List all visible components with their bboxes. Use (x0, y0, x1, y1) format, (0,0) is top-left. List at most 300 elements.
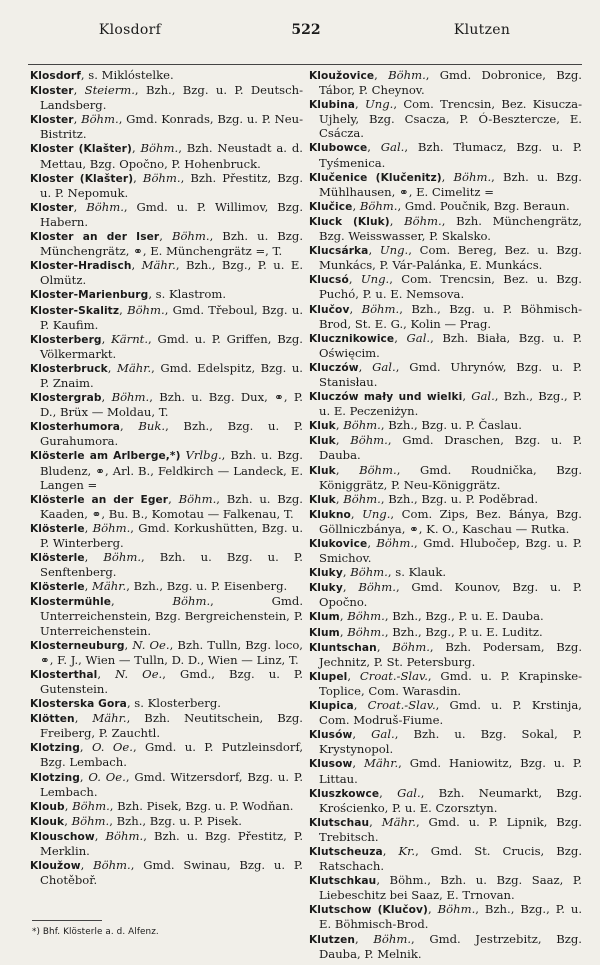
entry-headword: Klostergrab (30, 392, 102, 405)
gazetteer-entry (309, 536, 582, 565)
entry-headword: Kloster-Marienburg (30, 289, 149, 302)
gazetteer-entry (309, 492, 582, 507)
entry-separator: , (350, 506, 363, 521)
entry-headword: Kloster (Klašter) (30, 143, 132, 156)
running-header (30, 16, 582, 44)
entry-details: , Bzh. Münchengrätz, Bzg. Weisswasser, P. Skalsko. (319, 213, 582, 244)
entry-province: Böhm. (140, 141, 179, 156)
gazetteer-entry (30, 858, 303, 887)
gazetteer-entry (30, 740, 303, 769)
gazetteer-entry (30, 799, 303, 814)
entry-separator: , (335, 491, 344, 506)
gazetteer-entry (309, 844, 582, 873)
entry-separator: , (352, 756, 364, 771)
entry-details: , Gmd. u. P. Griffen, Bzg. Völkermarkt. (40, 331, 303, 361)
entry-details: , Bzh. u. Bzg. Mühlhausen, ⚭, E. Cimelitz = (319, 169, 582, 199)
entry-separator: , (339, 624, 348, 639)
entry-separator: , (131, 258, 142, 273)
gazetteer-entry (30, 521, 303, 550)
entry-headword: Kluntschan (309, 641, 377, 654)
gazetteer-entry (309, 214, 582, 243)
entry-details: , Gmd. Jestrzebitz, Bzg. Dauba, P. Melnik. (319, 931, 582, 961)
entry-province: Steierm. (84, 83, 135, 98)
gazetteer-entry (30, 303, 303, 332)
gazetteer-entry (30, 287, 303, 302)
header-rule (28, 64, 582, 65)
entry-province: Ung. (362, 506, 391, 521)
gazetteer-entry (30, 550, 303, 579)
entry-headword: Klutschow (Klučov) (309, 904, 428, 917)
right-column (309, 68, 582, 961)
left-column (30, 68, 303, 961)
entry-headword: Klusów (309, 729, 353, 742)
entry-province: Gal. (471, 389, 495, 404)
entry-headword: Kluszkowce (309, 787, 380, 800)
entry-details: , Gmd. Dobronice, Bzg. Tábor, P. Cheynov. (319, 68, 582, 98)
gazetteer-entry (30, 390, 303, 419)
entry-details: , s. Miklóstelke. (80, 68, 174, 82)
entry-headword: Klutzen (309, 933, 356, 946)
entry-province: Böhm. (111, 390, 150, 405)
entry-headword: Klösterle an der Eger (30, 493, 169, 506)
entry-province: Gal. (372, 359, 396, 374)
entry-headword: Kluk (309, 493, 336, 506)
entry-separator: , (367, 140, 381, 155)
entry-separator: , (64, 798, 73, 813)
entry-province: Böhm. (171, 229, 210, 244)
entry-headword: Kloster-Skalitz (30, 304, 120, 317)
gazetteer-entry (30, 696, 303, 711)
entry-headword: Klötten (30, 713, 75, 726)
entry-province: Böhm. (343, 491, 381, 506)
entry-headword: Kluck (Kluk) (309, 215, 390, 228)
entry-details: , Bzh. Neumarkt, Bzg. Krościenko, P. u. E. Czorsztyn. (319, 785, 583, 815)
entry-province: Mähr. (92, 711, 127, 726)
entry-separator: , (119, 302, 128, 317)
entry-details: , Bzh. Neustadt a. d. Mettau, Bzg. Opočno, P. Hohenbruck. (40, 141, 303, 171)
entry-headword: Klouk (30, 815, 65, 828)
gazetteer-entry (309, 565, 582, 580)
entry-province: Gal. (380, 140, 405, 155)
entry-separator: , (347, 668, 360, 683)
entry-headword: Klukovice (309, 538, 368, 550)
gazetteer-entry (309, 389, 582, 418)
gazetteer-entry (30, 711, 303, 740)
entry-separator: , (353, 698, 368, 713)
entry-headword: Klosterthal (30, 668, 98, 681)
entry-headword: Klösterle (30, 522, 85, 535)
entry-separator: , (74, 711, 93, 726)
entry-headword: Kloster (30, 201, 74, 214)
entry-details: , Bzh., Bzg. u. P. Časlau. (380, 418, 522, 433)
gazetteer-entry (30, 419, 303, 448)
entry-details: , Com. Zips, Bez. Bánya, Bzg. Göllniczbánya, ⚭, K. O., Kaschau — Rutka. (319, 506, 582, 536)
entry-details: , Bzh. Tłumacz, Bzg. u. P. Tyśmenica. (319, 140, 582, 170)
entry-province: Böhm. (127, 302, 165, 317)
entry-province: Böhm. (358, 580, 396, 595)
entry-headword: Kloster (Klašter) (30, 172, 134, 185)
entry-separator: , (355, 97, 365, 112)
entry-separator: , (133, 170, 143, 185)
gazetteer-entry (309, 815, 582, 844)
entry-province: Ung. (379, 243, 409, 258)
entry-separator: , (427, 902, 438, 917)
entry-province: Böhm. (343, 418, 381, 433)
gazetteer-entry (309, 199, 582, 214)
entry-details: , s. Klastrom. (148, 287, 227, 302)
gazetteer-entry (30, 448, 303, 491)
entry-details: , Gmd. Roudnička, Bzg. Königgrätz, P. Neu-Königgrätz. (319, 462, 583, 492)
entry-headword: Klučice (309, 200, 353, 213)
entry-separator: , (80, 858, 94, 873)
gazetteer-entry (30, 200, 303, 229)
entry-separator: , (111, 594, 173, 609)
entry-separator: , (335, 418, 344, 433)
entry-province: Ung. (360, 272, 390, 287)
gazetteer-entry (30, 492, 303, 521)
entry-province: Böhm. (392, 639, 430, 654)
entry-headword: Kluky (309, 567, 343, 580)
entry-separator: , (159, 229, 172, 244)
entry-headword: Klösterle (30, 581, 85, 594)
entry-separator: , (124, 637, 133, 652)
entry-province: N. Oe. (115, 666, 163, 681)
entry-province: Böhm. (71, 813, 110, 828)
entry-details: , Gmd. Poučnik, Bzg. Beraun. (397, 198, 570, 213)
entry-separator: , (84, 520, 93, 535)
entry-details: , Gmd. Kounov, Bzg. u. P. Opočno. (319, 580, 582, 610)
gazetteer-entry (309, 902, 582, 931)
entry-separator: , (374, 68, 389, 82)
entry-details: , Bzh. u. Bzg. Přestitz, P. Merklin. (40, 828, 304, 858)
entry-separator: , (389, 213, 405, 228)
entry-details: , Bzh., Bzg. u. P. Eisenberg. (126, 579, 288, 594)
entry-separator: , (97, 666, 116, 681)
entry-province: Böhm. (453, 169, 492, 184)
entry-province: Böhm. (92, 520, 131, 535)
gazetteer-entry (309, 786, 582, 815)
entry-province: Böhm. (172, 594, 211, 609)
gazetteer-entry (30, 638, 303, 667)
entry-separator: , (73, 199, 87, 214)
entry-details: , Bzh. Tulln, Bzg. loco, ⚭, F. J., Wien — Tulln, D. D., Wien — Linz, T. (40, 637, 303, 667)
entry-separator: , (355, 931, 374, 946)
entry-separator: , (335, 462, 360, 477)
entry-separator: , (342, 580, 359, 595)
entry-headword: Kluk (309, 420, 336, 433)
entry-separator: , (79, 769, 89, 784)
entry-headword: Klouschow (30, 830, 95, 843)
entry-province: Böhm. (105, 828, 144, 843)
entry-details: , Bzh. Podersam, Bzg. Jechnitz, P. St. Petersburg. (319, 639, 583, 669)
footnote-rule (32, 920, 102, 921)
gazetteer-entry (30, 229, 303, 258)
entry-separator: , (131, 141, 141, 156)
entry-province: Kr. (398, 843, 416, 858)
entry-headword: Klupel (309, 670, 348, 683)
gazetteer-entry (309, 625, 582, 640)
entry-province: Böhm. (404, 213, 442, 228)
footnote: *) Bhf. Klösterle a. d. Alfenz. (32, 927, 159, 937)
gazetteer-entry (309, 170, 582, 199)
entry-separator: , (358, 359, 373, 374)
entry-headword: Klupica (309, 700, 354, 713)
gazetteer-entry (309, 580, 582, 609)
entry-province: Mähr. (116, 360, 152, 375)
entry-separator: , (368, 243, 380, 258)
entry-details: , Gmd., Bzg. u. P. Gutenstein. (40, 666, 304, 696)
entry-details: , Bzh., Bzg. u. P. Böhmisch-Brod, St. E. G., Kolin — Prag. (319, 301, 582, 331)
entry-details: , Bzh. u. Bzg. Sokal, P. Krystynopol. (319, 727, 582, 757)
entry-province: Gal. (397, 785, 421, 800)
entry-details: , Bzh. Neutitschein, Bzg. Freiberg, P. Zauchtl. (40, 711, 303, 741)
entry-headword: Kluky (309, 582, 343, 595)
entry-province: O. Oe. (91, 740, 133, 755)
entry-separator: , (73, 83, 85, 98)
gazetteer-entry (309, 698, 582, 727)
gazetteer-entry (30, 770, 303, 799)
entry-headword: Kloster (30, 114, 74, 127)
entry-separator: , (348, 272, 361, 287)
entry-headword: Klosterberg (30, 333, 102, 346)
entry-details: , Com. Trencsin, Bez. u. Bzg. Puchó, P. u. E. Nemsova. (319, 272, 582, 302)
entry-province: Böhm. (359, 462, 397, 477)
entry-headword: Klukno (309, 508, 351, 521)
entry-headword: Kloster an der Iser (30, 231, 160, 244)
entry-details: , Bzh. Biała, Bzg. u. P. Oświęcim. (319, 330, 582, 360)
gazetteer-entry (309, 97, 582, 140)
entry-separator: , (382, 843, 399, 858)
entry-headword: Klucsó (309, 274, 349, 287)
entry-details: , Gmd. Třeboul, Bzg. u. P. Kaufim. (40, 302, 304, 332)
entry-headword: Kloster-Hradisch (30, 260, 132, 273)
entry-details: , Gmd. Uhrynów, Bzg. u. P. Stanisłau. (319, 359, 582, 389)
entry-details: , Gmd. Swinau, Bzg. u. P. Chotěboř. (40, 858, 303, 888)
entry-headword: Klostermühle (30, 596, 112, 609)
entry-province: Böhm. (178, 491, 217, 506)
entry-province: Böhm. (72, 798, 110, 813)
gazetteer-entry (30, 332, 303, 361)
entry-headword: Kluk (309, 435, 336, 448)
entry-details: , Gmd. u. P. Krapinske-Toplice, Com. Warasdin. (319, 668, 582, 698)
entry-separator: , (349, 301, 362, 316)
entry-separator: , (101, 390, 112, 405)
gazetteer-entry (309, 669, 582, 698)
entry-details: , Bzh., Bzg., P. u. E. Böhmisch-Brod. (319, 902, 583, 932)
entry-headword: Klum (309, 611, 340, 624)
entry-details: , Com. Bereg, Bez. u. Bzg. Munkács, P. Vár-Palánka, E. Munkács. (319, 243, 582, 273)
gazetteer-entry (309, 873, 582, 902)
entry-separator: , (79, 740, 92, 755)
gazetteer-entry (30, 829, 303, 858)
entry-separator: , (394, 330, 407, 345)
entry-headword: Klosterhumora (30, 421, 120, 434)
entry-separator: , (367, 536, 377, 550)
gazetteer-entry (309, 640, 582, 669)
entry-headword: Klum (309, 626, 340, 639)
entry-details: , Bzh., Bzg. u. P. Pisek. (109, 813, 242, 828)
gazetteer-entry (309, 507, 582, 536)
entry-province: Böhm. (376, 536, 415, 550)
entry-details: , Bzh. u. Bzg. Münchengrätz, ⚭, E. Münchengrätz =, T. (40, 229, 304, 259)
gazetteer-entry (309, 140, 582, 169)
gazetteer-entry (30, 171, 303, 200)
gazetteer-entry (309, 68, 582, 97)
entry-details: , Gmd. Korkushütten, Bzg. u. P. Winterberg. (40, 520, 303, 550)
entry-columns (30, 68, 582, 961)
entry-headword: Kluk (309, 464, 336, 477)
entry-province: Croat.-Slav. (359, 668, 428, 683)
entry-headword: Klubina (309, 99, 355, 112)
entry-separator: , (119, 419, 139, 434)
entry-headword: Klutschkau (309, 875, 377, 888)
entry-details: , Gmd. Haniowitz, Bzg. u. P. Littau. (319, 756, 582, 786)
entry-headword: Klubowce (309, 142, 368, 155)
entry-headword: Klucsárka (309, 245, 369, 258)
gazetteer-entry (309, 418, 582, 433)
entry-details: , Bzh. u. Bzg. Dux, ⚭, P. D., Brüx — Moldau, T. (40, 390, 303, 420)
entry-separator: , (352, 198, 360, 213)
entry-province: Böhm. (361, 301, 400, 316)
entry-separator: , (369, 814, 382, 829)
gazetteer-entry (309, 609, 582, 624)
entry-province: Böhm. (350, 433, 388, 448)
gazetteer-entry (309, 360, 582, 389)
entry-details: , Bzh. u. Bzg. Kaaden, ⚭, Bu. B., Komotau — Falkenau, T. (40, 491, 303, 521)
entry-details: , Bzh., Bzg. u. P. Deutsch-Landsberg. (40, 83, 303, 113)
entry-province: Gal. (406, 330, 431, 345)
entry-separator: , (101, 331, 112, 346)
entry-headword: Kloužovice (309, 70, 375, 82)
header-left-keyword: Klosdorf (98, 22, 162, 38)
entry-details: , Bzh. Pisek, Bzg. u. P. Wodňan. (109, 798, 294, 813)
entry-province: Gal. (371, 727, 395, 742)
entry-province: Böhm. (93, 858, 131, 873)
entry-headword: Klucznikowice (309, 332, 395, 345)
entry-details: , Gmd. Unterreichenstein, Bzg. Bergreichenstein, P. Unterreichenstein. (40, 594, 303, 638)
entry-details: , Bzh., Bzg., P. u. E. Peczeniżyn. (319, 389, 583, 419)
entry-headword: Klosterneuburg (30, 639, 125, 652)
gazetteer-entry (30, 667, 303, 696)
entry-province: Böhm. (142, 170, 181, 185)
entry-province: O. Oe. (88, 769, 126, 784)
entry-separator: , (441, 169, 454, 184)
entry-separator: , (376, 639, 393, 654)
gazetteer-entry (309, 756, 582, 785)
entry-details: , Gmd. u. P. Krstinja, Com. Modruš-Fiume. (319, 698, 582, 728)
entry-province: Böhm. (388, 68, 426, 82)
entry-headword: Kloster (30, 85, 74, 98)
entry-province: Buk. (138, 419, 166, 434)
entry-separator: , (352, 727, 372, 742)
gazetteer-entry (309, 932, 582, 961)
entry-headword: Klučenice (Klučenitz) (309, 171, 442, 184)
entry-details: , Bzh., Bzg. u. P. Gurahumora. (40, 419, 303, 449)
entry-headword: Klosterbruck (30, 362, 108, 375)
gazetteer-entry (30, 83, 303, 112)
entry-headword: Kloub (30, 800, 65, 813)
entry-separator: , (84, 550, 104, 565)
entry-province: Ung. (364, 97, 394, 112)
entry-province: Böhm. (350, 565, 388, 580)
entry-headword: Klutscheuza (309, 845, 383, 858)
gazetteer-entry (309, 272, 582, 301)
entry-details: , Bzh., Bzg., P. u. E. Luditz. (384, 624, 543, 639)
entry-separator: , (64, 813, 72, 828)
entry-province: Böhm. (373, 931, 412, 946)
entry-headword: Klutschau (309, 816, 370, 829)
entry-headword: Klotzing (30, 771, 80, 784)
entry-details: , Bzh. Přestitz, Bzg. u. P. Nepomuk. (40, 170, 303, 200)
entry-details: , Gmd. u. P. Willimov, Bzg. Habern. (40, 199, 304, 229)
entry-headword: Kluczów (309, 361, 359, 374)
gazetteer-entry (30, 68, 303, 83)
entry-details: , Gmd. Edelspitz, Bzg. u. P. Znaim. (40, 360, 303, 390)
gazetteer-entry (30, 361, 303, 390)
entry-separator: , (107, 360, 117, 375)
entry-separator: , (342, 565, 351, 580)
entry-separator: , (339, 609, 348, 624)
entry-headword: Klosdorf (30, 70, 81, 82)
header-right-keyword: Klutzen (453, 22, 511, 38)
entry-province: Böhm. (81, 112, 119, 127)
entry-separator: , (73, 112, 82, 127)
entry-headword: Kloužow (30, 860, 81, 873)
gazetteer-entry (30, 579, 303, 594)
entry-headword: Klusow (309, 758, 353, 771)
entry-headword: Kluczów mały und wielki (309, 391, 463, 404)
entry-details: , Com. Trencsin, Bez. Kisucza-Ujhely, Bzg. Csacza, P. Ó-Besztercze, E. Csácza. (319, 97, 582, 141)
entry-details: , Gmd. St. Crucis, Bzg. Ratschach. (319, 843, 583, 874)
entry-details: , s. Klauk. (387, 565, 447, 580)
entry-details: , Gmd. u. P. Lipnik, Bzg. Trebitsch. (319, 814, 582, 844)
entry-separator: , (94, 828, 106, 843)
entry-province: Böhm. (86, 199, 124, 214)
gazetteer-entry (30, 258, 303, 287)
entry-province: Mähr. (92, 579, 127, 594)
gazetteer-entry (30, 814, 303, 829)
entry-province: Vrlbg. (185, 448, 222, 463)
entry-details: , Bzh., Bzg. u. P. Poděbrad. (380, 491, 539, 506)
gazetteer-entry (309, 463, 582, 492)
entry-province: Mähr. (141, 258, 176, 273)
gazetteer-entry (30, 141, 303, 170)
gazetteer-entry (309, 433, 582, 462)
gazetteer-entry (309, 243, 582, 272)
entry-province: Mähr. (363, 756, 399, 771)
entry-headword: Klösterle am Arlberge,*) (30, 450, 181, 463)
entry-province: Böhm. (347, 624, 385, 639)
gazetteer-entry (309, 727, 582, 756)
entry-province: Böhm. (359, 198, 398, 213)
entry-details: , Bzh., Bzg., P. u. E. Dauba. (384, 609, 544, 624)
entry-details: , s. Klosterberg. (126, 696, 221, 711)
entry-details: , Gmd. Draschen, Bzg. u. P. Dauba. (319, 433, 583, 463)
entry-separator: , (379, 785, 398, 800)
entry-details: , Bzh. u. Bzg. Bludenz, ⚭, Arl. B., Feldkirch — Landeck, E. Langen = (40, 448, 303, 492)
entry-headword: Klotzing (30, 742, 80, 755)
entry-details: , Bzh. u. Bzg. u. P. Senftenberg. (40, 550, 303, 580)
entry-province: Mähr. (381, 814, 416, 829)
entry-separator: , (462, 389, 472, 404)
entry-province: Böhm. (103, 550, 142, 565)
entry-province: Böhm. (437, 902, 476, 917)
entry-details: , Gmd. u. P. Putzleinsdorf, Bzg. Lembach. (40, 740, 304, 770)
entry-province: Kärnt. (111, 331, 149, 346)
entry-details: , Bzh., Bzg., P. u. E. Olmütz. (40, 258, 303, 288)
entry-details: , Böhm., Bzh. u. Bzg. Saaz, P. Liebeschitz bei Saaz, E. Trnovan. (319, 873, 582, 903)
entry-details: , Gmd. Hlubočep, Bzg. u. P. Smichov. (319, 536, 582, 566)
